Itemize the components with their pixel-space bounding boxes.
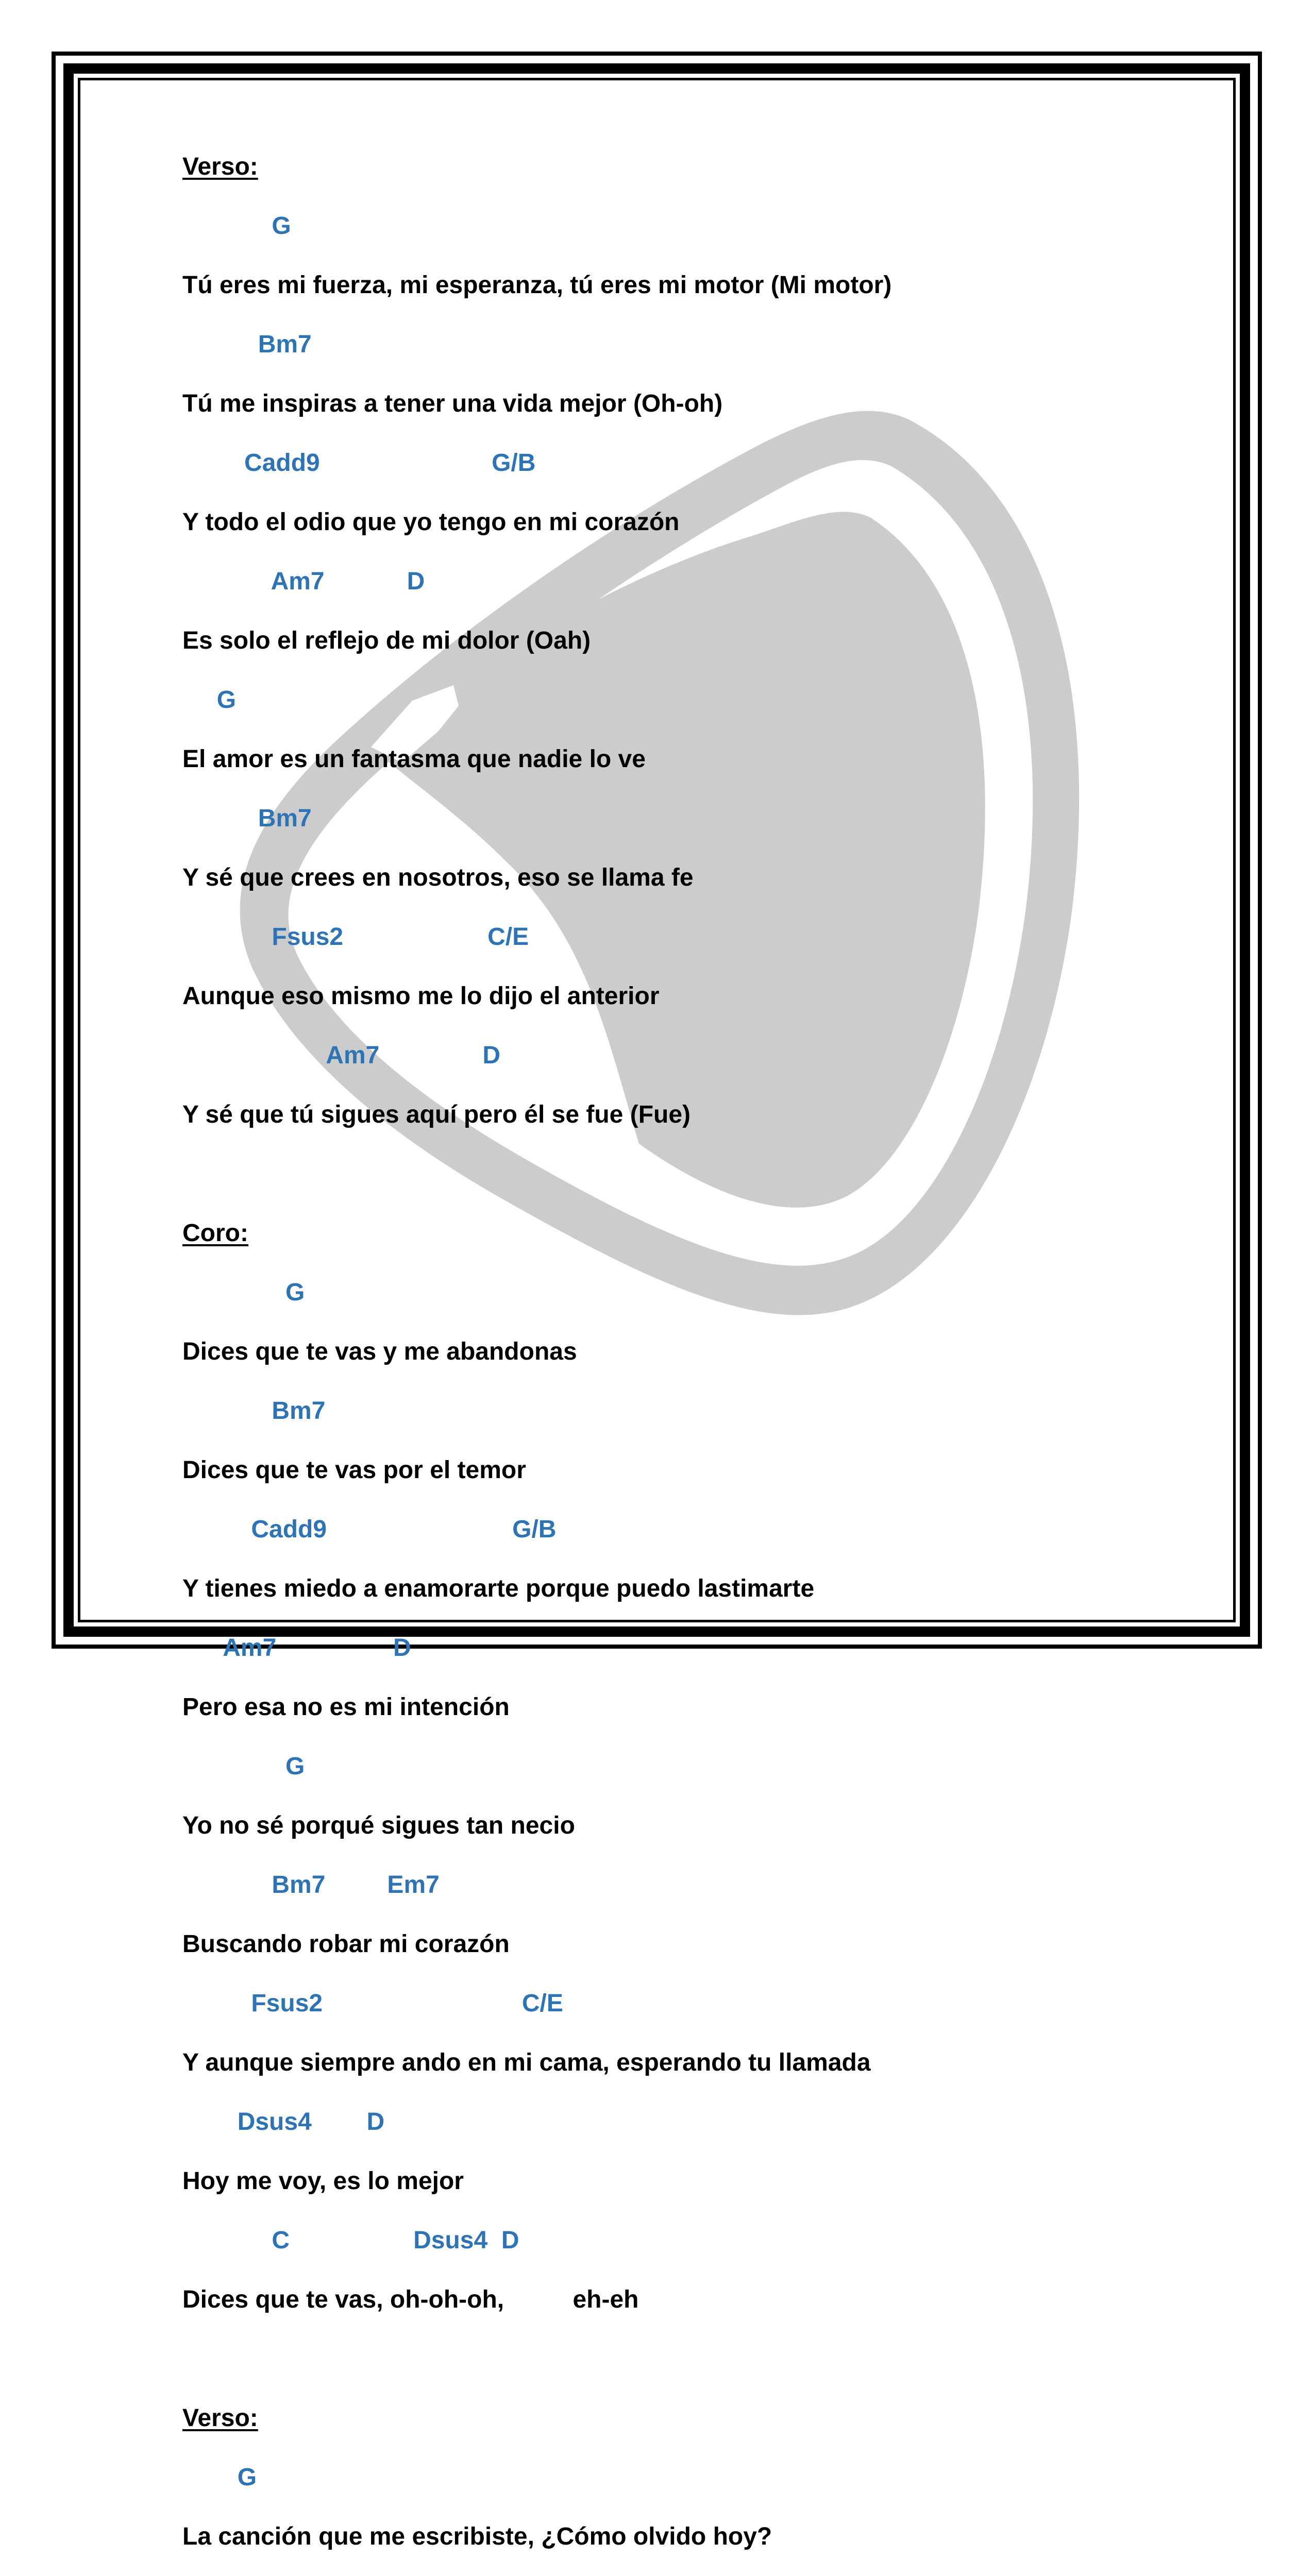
chord-line: Dsus4 D xyxy=(182,2108,385,2136)
section-heading: Verso: xyxy=(182,153,258,180)
lyric-line: Aunque eso mismo me lo dijo el anterior xyxy=(182,982,660,1010)
chord-line: G xyxy=(182,1279,305,1306)
lyric-line: Y sé que tú sigues aquí pero él se fue (Fue) xyxy=(182,1101,691,1128)
chord-line: Cadd9 G/B xyxy=(182,1516,557,1543)
chord-line: Am7 D xyxy=(182,1634,411,1662)
chord-line: Bm7 xyxy=(182,1397,326,1425)
lyric-line: El amor es un fantasma que nadie lo ve xyxy=(182,745,646,773)
lyric-line: Y todo el odio que yo tengo en mi corazón xyxy=(182,509,680,536)
song-sheet xyxy=(182,152,1161,2550)
chord-line: Fsus2 C/E xyxy=(182,1990,563,2017)
chord-line: Bm7 xyxy=(182,331,312,358)
chord-line: Fsus2 C/E xyxy=(182,923,529,951)
section-heading: Verso: xyxy=(182,2404,258,2432)
lyric-line: Es solo el reflejo de mi dolor (Oah) xyxy=(182,627,591,654)
chord-line: C Dsus4 D xyxy=(182,2227,519,2254)
lyric-line: Dices que te vas, oh-oh-oh, eh-eh xyxy=(182,2286,639,2313)
section-heading: Coro: xyxy=(182,1219,248,1247)
chord-line: Am7 D xyxy=(182,1042,501,1069)
chord-line: Cadd9 G/B xyxy=(182,449,536,477)
lyric-line: Tú me inspiras a tener una vida mejor (Oh-oh) xyxy=(182,390,723,417)
lyric-line: La canción que me escribiste, ¿Cómo olvido hoy? xyxy=(182,2523,772,2550)
lyric-line: Y aunque siempre ando en mi cama, esperando tu llamada xyxy=(182,2049,871,2076)
chord-line: G xyxy=(182,2464,257,2491)
lyric-line: Y sé que crees en nosotros, eso se llama fe xyxy=(182,864,694,891)
chord-line: G xyxy=(182,212,291,240)
lyric-line: Hoy me voy, es lo mejor xyxy=(182,2167,464,2195)
lyric-line: Yo no sé porqué sigues tan necio xyxy=(182,1812,575,1839)
lyric-line: Tú eres mi fuerza, mi esperanza, tú eres mi motor (Mi motor) xyxy=(182,272,892,299)
chord-line: Bm7 xyxy=(182,805,312,832)
lyric-line: Y tienes miedo a enamorarte porque puedo lastimarte xyxy=(182,1575,815,1602)
lyric-line: Dices que te vas por el temor xyxy=(182,1456,526,1484)
chord-line: Am7 D xyxy=(182,568,425,595)
chord-line: Bm7 Em7 xyxy=(182,1871,440,1899)
chord-line: G xyxy=(182,686,237,714)
lyric-line: Pero esa no es mi intención xyxy=(182,1693,510,1721)
chord-line: G xyxy=(182,1753,305,1780)
lyric-line: Dices que te vas y me abandonas xyxy=(182,1338,577,1365)
lyric-line: Buscando robar mi corazón xyxy=(182,1930,510,1958)
